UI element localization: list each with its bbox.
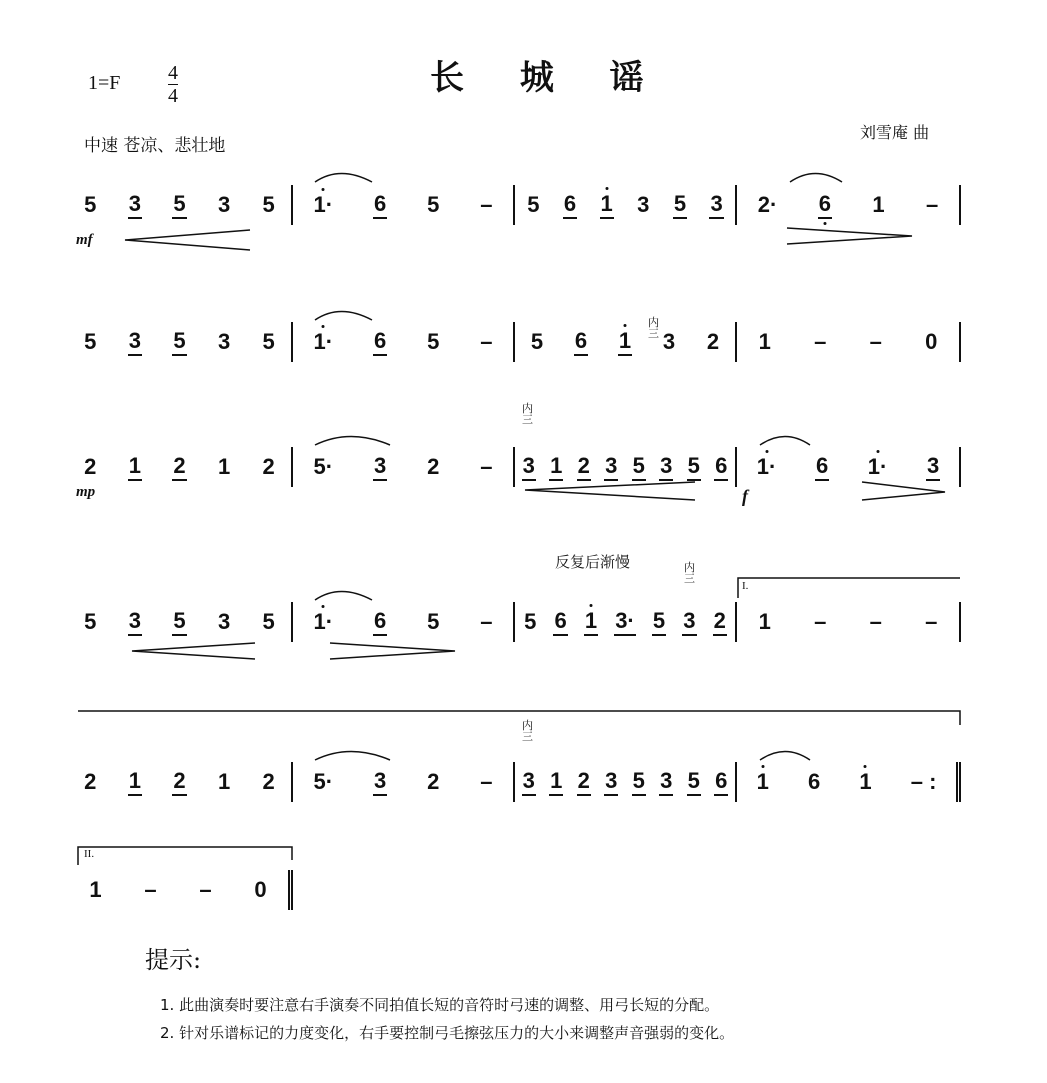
note: 6 bbox=[373, 328, 387, 356]
bow-inner: 内 bbox=[648, 317, 659, 329]
bow-string: 三 bbox=[648, 328, 659, 340]
volta-1-bracket bbox=[738, 578, 960, 598]
note: 1· bbox=[867, 454, 888, 479]
note: 1 bbox=[128, 453, 142, 481]
note: 2 bbox=[262, 454, 275, 479]
note: 5 bbox=[262, 192, 275, 217]
slur bbox=[760, 437, 810, 446]
note: 3 bbox=[709, 191, 723, 219]
note: 2 bbox=[577, 453, 591, 481]
dash-note: – bbox=[480, 329, 493, 354]
note: 2 bbox=[713, 608, 727, 636]
volta-1-label: I. bbox=[742, 580, 749, 592]
note: 5 bbox=[427, 609, 440, 634]
note: 1 bbox=[618, 328, 632, 356]
song-title: 长 城 谣 bbox=[430, 58, 666, 98]
note: 3 bbox=[604, 453, 618, 481]
note: 1 bbox=[584, 608, 598, 636]
note: 2 bbox=[577, 768, 591, 796]
crescendo-hairpin bbox=[525, 482, 695, 500]
note: 5 bbox=[632, 768, 646, 796]
bow-inner: 内 bbox=[684, 562, 695, 574]
note: 5 bbox=[172, 328, 186, 356]
bow-string: 三 bbox=[684, 573, 695, 585]
note: 6 bbox=[714, 453, 728, 481]
note: 3 bbox=[373, 768, 387, 796]
bow-string: 三 bbox=[522, 414, 533, 426]
note: 6 bbox=[807, 769, 821, 794]
note: 1· bbox=[756, 454, 777, 479]
note: 5 bbox=[524, 609, 537, 634]
dash-note: – bbox=[480, 454, 493, 479]
note: 1· bbox=[313, 609, 334, 634]
note: 3· bbox=[614, 608, 636, 636]
note: 1· bbox=[313, 329, 334, 354]
note: 5 bbox=[427, 329, 440, 354]
dash-note: – bbox=[869, 609, 882, 634]
note: 6 bbox=[574, 328, 588, 356]
note: 5 bbox=[687, 453, 701, 481]
note: 6 bbox=[553, 608, 567, 636]
diminuendo-hairpin bbox=[787, 228, 912, 244]
note: 5 bbox=[673, 191, 687, 219]
note: 1· bbox=[313, 192, 334, 217]
note: 1 bbox=[128, 768, 142, 796]
note: 3 bbox=[637, 192, 650, 217]
slur bbox=[315, 174, 372, 183]
note: 3 bbox=[217, 609, 231, 634]
note: 2 bbox=[172, 453, 186, 481]
bow-inner: 内 bbox=[522, 403, 533, 415]
note: 3 bbox=[128, 608, 142, 636]
dynamic-f: f bbox=[742, 486, 748, 506]
note: 3 bbox=[659, 453, 673, 481]
note: 1 bbox=[89, 877, 102, 902]
note: 2 bbox=[427, 769, 440, 794]
tip-item: 1. 此曲演奏时要注意右手演奏不同拍值长短的音符时弓速的调整、用弓长短的分配。 bbox=[160, 996, 720, 1014]
ritardando-marking: 反复后渐慢 bbox=[555, 553, 631, 571]
note: 2 bbox=[84, 454, 97, 479]
composer: 刘雪庵 曲 bbox=[860, 123, 930, 142]
note: 1 bbox=[872, 192, 885, 217]
dash-note: – bbox=[480, 192, 493, 217]
note: 1 bbox=[758, 609, 771, 634]
note: 1 bbox=[217, 769, 231, 794]
volta-2-label: II. bbox=[84, 848, 95, 860]
note: 5 bbox=[527, 192, 540, 217]
note: 3 bbox=[217, 329, 231, 354]
diminuendo-hairpin bbox=[330, 643, 455, 659]
tips-heading: 提示: bbox=[145, 946, 202, 974]
note: 3 bbox=[217, 192, 231, 217]
slur bbox=[315, 592, 372, 601]
dash-note: – bbox=[869, 329, 882, 354]
note: 1 bbox=[549, 453, 563, 481]
note: 3 bbox=[522, 768, 536, 796]
dash-note: – bbox=[925, 609, 938, 634]
note: 1 bbox=[756, 769, 769, 794]
time-signature-bottom: 4 bbox=[168, 85, 178, 107]
note: 5· bbox=[313, 454, 334, 479]
note: 5 bbox=[687, 768, 701, 796]
note: 5 bbox=[84, 609, 97, 634]
note: 3 bbox=[682, 608, 696, 636]
volta-2-bracket bbox=[78, 847, 292, 865]
dash-note: – bbox=[199, 877, 212, 902]
note: 1 bbox=[859, 769, 872, 794]
note: 5 bbox=[84, 192, 97, 217]
note: 2 bbox=[427, 454, 440, 479]
note: 6 bbox=[563, 191, 577, 219]
diminuendo-hairpin bbox=[862, 482, 945, 500]
slur bbox=[760, 752, 810, 761]
dash-note: – bbox=[480, 609, 493, 634]
note: 3 bbox=[926, 453, 940, 481]
crescendo-hairpin bbox=[132, 643, 255, 659]
note: 6 bbox=[714, 768, 728, 796]
tempo-marking: 中速 苍凉、悲壮地 bbox=[84, 136, 226, 156]
volta-1-continuation bbox=[78, 711, 960, 725]
note: 5· bbox=[313, 769, 334, 794]
note: 5 bbox=[632, 453, 646, 481]
slur bbox=[315, 312, 372, 321]
note: 5 bbox=[172, 608, 186, 636]
note: 6 bbox=[818, 191, 832, 219]
dash-note: – bbox=[144, 877, 157, 902]
note: 6 bbox=[815, 453, 829, 481]
bow-inner: 内 bbox=[522, 720, 533, 732]
slur bbox=[315, 437, 390, 446]
key-signature: 1=F bbox=[88, 72, 121, 94]
note: 1 bbox=[758, 329, 771, 354]
note: 2 bbox=[84, 769, 97, 794]
note: 1 bbox=[217, 454, 231, 479]
note: 2 bbox=[172, 768, 186, 796]
note: 2 bbox=[706, 329, 720, 354]
note: 3 bbox=[659, 768, 673, 796]
note: 3 bbox=[373, 453, 387, 481]
note: 0 bbox=[925, 329, 938, 354]
note: 5 bbox=[427, 192, 440, 217]
note: 3 bbox=[128, 328, 142, 356]
dash-note: – bbox=[480, 769, 493, 794]
note: 2 bbox=[262, 769, 275, 794]
slur bbox=[790, 174, 842, 183]
note: 6 bbox=[373, 608, 387, 636]
note: 3 bbox=[128, 191, 142, 219]
time-signature-top: 4 bbox=[168, 62, 178, 84]
note: 6 bbox=[373, 191, 387, 219]
dash-note: – bbox=[814, 609, 827, 634]
crescendo-hairpin bbox=[125, 230, 250, 250]
dash-note: – bbox=[926, 192, 939, 217]
dash-note: – : bbox=[910, 769, 937, 794]
note: 5 bbox=[172, 191, 186, 219]
tip-item: 2. 针对乐谱标记的力度变化，右手要控制弓毛擦弦压力的大小来调整声音强弱的变化。 bbox=[160, 1024, 735, 1042]
dynamic-mp: mp bbox=[76, 484, 96, 500]
note: 3 bbox=[522, 453, 536, 481]
bow-string: 三 bbox=[522, 731, 533, 743]
note: 3 bbox=[662, 329, 676, 354]
note: 5 bbox=[262, 609, 275, 634]
note: 5 bbox=[84, 329, 97, 354]
note: 1 bbox=[549, 768, 563, 796]
dash-note: – bbox=[814, 329, 827, 354]
dynamic-mf: mf bbox=[76, 232, 93, 248]
note: 5 bbox=[530, 329, 544, 354]
note: 0 bbox=[254, 877, 267, 902]
note: 5 bbox=[652, 608, 666, 636]
note: 3 bbox=[604, 768, 618, 796]
note: 5 bbox=[262, 329, 275, 354]
slur bbox=[315, 752, 390, 761]
note: 1 bbox=[600, 191, 614, 219]
note: 2· bbox=[757, 192, 778, 217]
